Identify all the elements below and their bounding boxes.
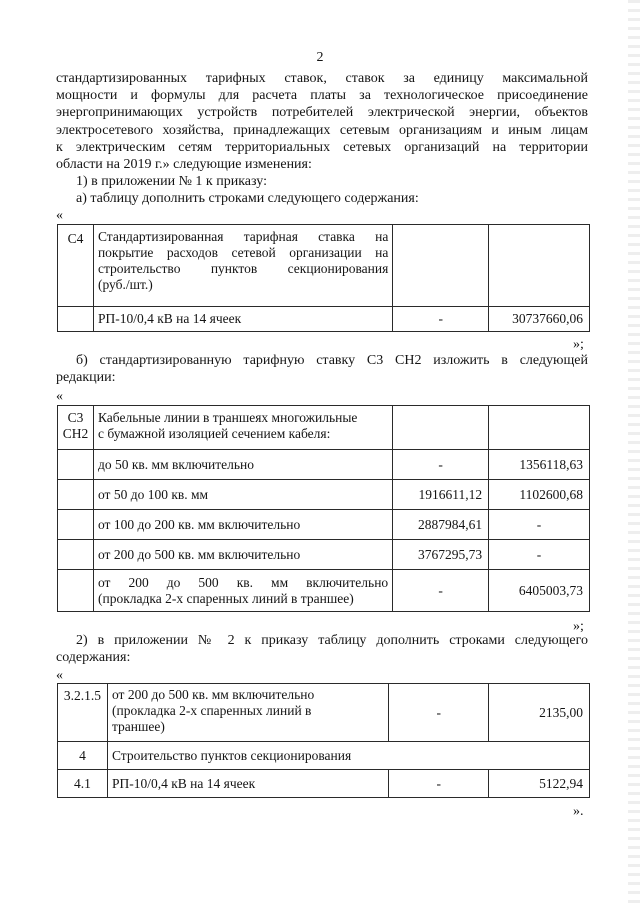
rate-description xyxy=(93,406,392,450)
rate-desc-line: (руб./шт.) xyxy=(97,277,153,292)
value-cell: - xyxy=(389,770,489,798)
intro-line: мощности и формулы для расчета платы за технологическое присоединение xyxy=(56,88,588,104)
rate-code-line: СН2 xyxy=(62,426,89,441)
table-c4 xyxy=(57,224,590,332)
close-quote: ». xyxy=(573,804,584,819)
open-quote: « xyxy=(56,668,63,683)
value-cell: 2135,00 xyxy=(489,684,590,742)
empty-cell xyxy=(58,450,94,480)
table-row xyxy=(58,570,590,612)
table-row xyxy=(58,480,590,510)
rate-description xyxy=(93,225,392,307)
value-cell: 1356118,63 xyxy=(489,450,590,480)
intro-line: стандартизированных тарифных ставок, ставок за единицу максимальной xyxy=(56,71,588,86)
rate-code-line: С3 xyxy=(67,410,84,425)
value-cell: 5122,94 xyxy=(489,770,590,798)
rate-desc-line: Кабельные линии в траншеях многожильные xyxy=(97,410,358,425)
table-row xyxy=(58,225,590,307)
empty-cell xyxy=(58,540,94,570)
row-label: от 50 до 100 кв. мм xyxy=(93,480,392,510)
row-label xyxy=(93,570,392,612)
row-label: РП-10/0,4 кВ на 14 ячеек xyxy=(93,307,392,332)
table-row xyxy=(58,742,590,770)
table-row xyxy=(58,510,590,540)
value-cell: - xyxy=(393,450,489,480)
row-code: 3.2.1.5 xyxy=(58,684,108,742)
row-label-line: (прокладка 2-х спаренных линий в xyxy=(111,703,312,718)
value-cell: 6405003,73 xyxy=(489,570,590,612)
open-quote: « xyxy=(56,389,63,404)
value-cell: - xyxy=(489,510,590,540)
rate-desc-line: Стандартизированная тарифная ставка на xyxy=(97,229,389,244)
value-cell: - xyxy=(393,570,489,612)
value-cell: 3767295,73 xyxy=(393,540,489,570)
value-cell: 1916611,12 xyxy=(393,480,489,510)
intro-line: к электрическим сетям территориальных сетевых организаций на территории xyxy=(56,139,588,155)
section-label: Строительство пунктов секционирования xyxy=(107,742,589,770)
value-cell: - xyxy=(389,684,489,742)
intro-line: энергопринимающих устройств потребителей электрической энергии, объектов xyxy=(56,105,588,121)
rate-code xyxy=(58,406,94,450)
rate-desc-line: строительство пунктов секционирования xyxy=(97,261,389,276)
table-row xyxy=(58,406,590,450)
row-label xyxy=(107,684,388,742)
row-label: РП-10/0,4 кВ на 14 ячеек xyxy=(107,770,388,798)
rate-code: С4 xyxy=(58,225,94,307)
item-2-line1: 2) в приложении № 2 к приказу таблицу дополнить строками следующего xyxy=(76,633,588,648)
row-label-line: от 200 до 500 кв. мм включительно xyxy=(97,574,389,590)
row-label: до 50 кв. мм включительно xyxy=(93,450,392,480)
intro-last-line: области на 2019 г.» следующие изменения: xyxy=(56,157,312,172)
row-label-line: (прокладка 2-х спаренных линий в траншее) xyxy=(97,590,354,606)
row-label: от 100 до 200 кв. мм включительно xyxy=(93,510,392,540)
page-number: 2 xyxy=(316,50,324,65)
empty-cell xyxy=(58,510,94,540)
item-1b-line1: б) стандартизированную тарифную ставку С3 СН2 изложить в следующей xyxy=(76,353,588,368)
value-cell: 30737660,06 xyxy=(489,307,590,332)
value-cell: 2887984,61 xyxy=(393,510,489,540)
scan-edge-artifact xyxy=(628,0,640,905)
row-label-line: траншее) xyxy=(111,719,165,734)
item-2-line2: содержания: xyxy=(56,650,131,665)
close-quote: »; xyxy=(573,337,584,352)
row-label-line: от 200 до 500 кв. мм включительно xyxy=(111,687,315,702)
open-quote: « xyxy=(56,208,63,223)
item-1b-line2: редакции: xyxy=(56,370,116,385)
rate-desc-line: покрытие расходов сетевой организации на xyxy=(97,245,389,260)
empty-cell xyxy=(58,480,94,510)
empty-cell xyxy=(58,570,94,612)
empty-cell xyxy=(393,406,489,450)
table-row xyxy=(58,450,590,480)
intro-paragraph xyxy=(56,70,588,156)
table-row xyxy=(58,770,590,798)
empty-cell xyxy=(489,406,590,450)
empty-cell xyxy=(58,307,94,332)
row-code: 4 xyxy=(58,742,108,770)
row-label: от 200 до 500 кв. мм включительно xyxy=(93,540,392,570)
value-cell: 1102600,68 xyxy=(489,480,590,510)
empty-cell xyxy=(489,225,590,307)
rate-desc-line: с бумажной изоляцией сечением кабеля: xyxy=(97,426,331,441)
item-1a: а) таблицу дополнить строками следующего содержания: xyxy=(76,191,419,206)
table-row xyxy=(58,307,590,332)
value-cell: - xyxy=(393,307,489,332)
value-cell: - xyxy=(489,540,590,570)
table-appendix-2 xyxy=(57,683,590,798)
table-c3-ch2 xyxy=(57,405,590,612)
close-quote: »; xyxy=(573,619,584,634)
intro-line: электросетевого хозяйства, принадлежащих сетевым организациям и иным лицам xyxy=(56,122,588,138)
empty-cell xyxy=(393,225,489,307)
item-1: 1) в приложении № 1 к приказу: xyxy=(76,174,267,189)
table-row xyxy=(58,540,590,570)
table-row xyxy=(58,684,590,742)
row-code: 4.1 xyxy=(58,770,108,798)
